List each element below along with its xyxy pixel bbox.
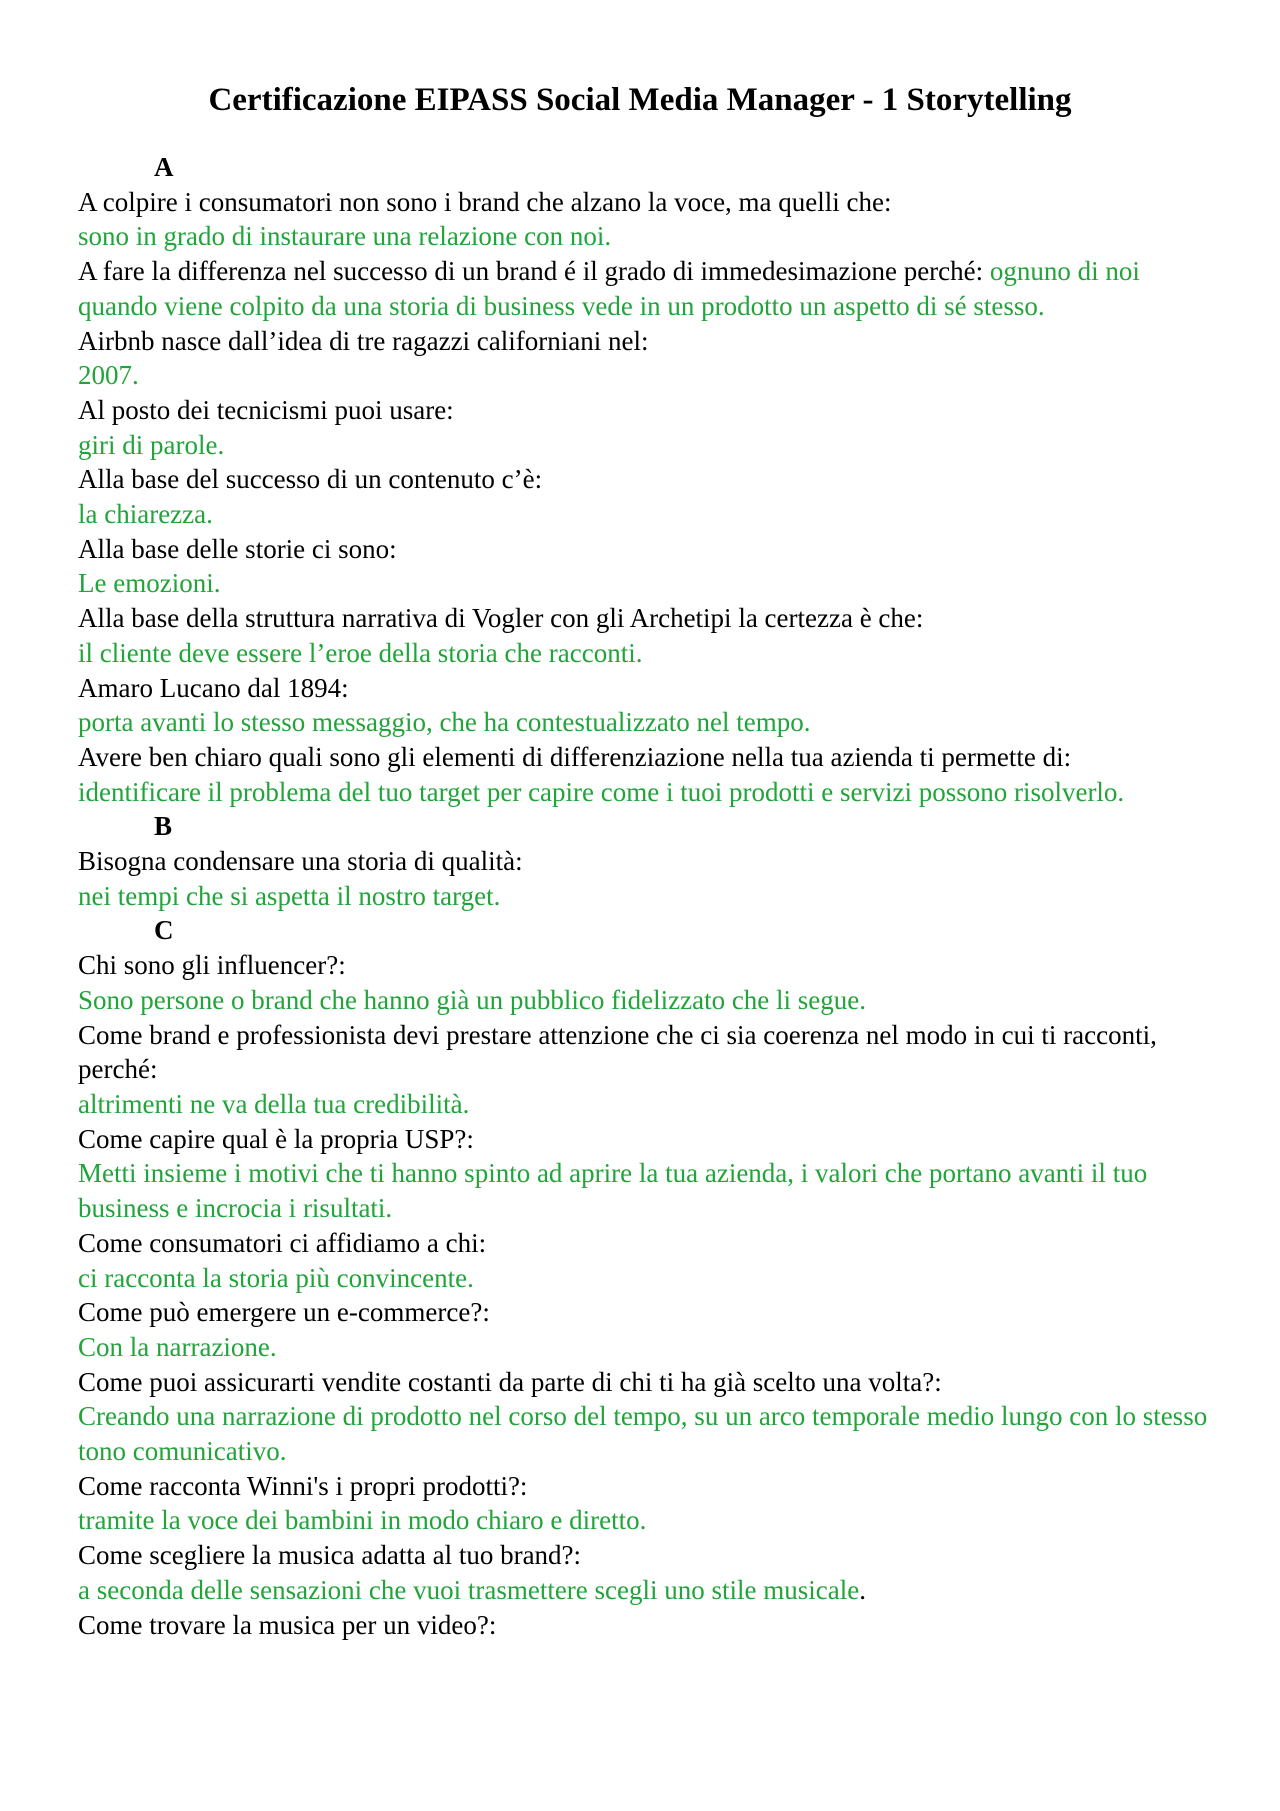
answer-body: ci racconta la storia più convincente. [78, 1262, 474, 1293]
answer-text [78, 983, 1208, 1018]
question-text: Al posto dei tecnicismi puoi usare: [78, 394, 454, 425]
qa-entry [78, 1018, 1208, 1122]
qa-entry [78, 1365, 1208, 1469]
question-text: Chi sono gli influencer?: [78, 950, 346, 981]
qa-entry [78, 532, 1208, 601]
question-text: Come puoi assicurarti vendite costanti da parte di chi ti ha già scelto una volta?: [78, 1366, 942, 1397]
question-text: A fare la differenza nel successo di un brand é il grado di immedesimazione perché: [78, 256, 984, 287]
section-letter-a: A [154, 152, 174, 182]
answer-body: Sono persone o brand che hanno già un pubblico fidelizzato che li segue. [78, 984, 867, 1015]
question-text: Come racconta Winni's i propri prodotti?: [78, 1470, 528, 1501]
qa-entry [78, 1538, 1208, 1607]
qa-entry [78, 254, 1208, 323]
question-text: Come capire qual è la propria USP?: [78, 1123, 474, 1154]
qa-entry [78, 1226, 1208, 1295]
question-text: A colpire i consumatori non sono i brand che alzano la voce, ma quelli che: [78, 186, 892, 217]
answer-body: giri di parole. [78, 429, 225, 460]
answer-text [78, 1573, 1208, 1608]
answer-text [78, 1503, 1208, 1538]
qa-entry [78, 1122, 1208, 1226]
qa-entry [78, 1469, 1208, 1538]
question-text: Come brand e professionista devi prestare attenzione che ci sia coerenza nel modo in cui ti racconti, perché: [78, 1019, 1157, 1085]
qa-entry [78, 844, 1208, 913]
answer-text [78, 358, 1208, 393]
question-text: Come trovare la musica per un video?: [78, 1609, 497, 1640]
question-with-answer [78, 254, 1208, 323]
qa-entry [78, 324, 1208, 393]
answer-body: Con la narrazione. [78, 1331, 277, 1362]
answer-text: ognuno di noi quando viene colpito da una storia di business vede in un prodotto un aspetto di sé stesso. [78, 256, 1140, 321]
answer-text [78, 428, 1208, 463]
answer-text [78, 775, 1208, 810]
qa-entry [78, 1608, 1208, 1643]
question-text: Airbnb nasce dall’idea di tre ragazzi californiani nel: [78, 325, 649, 356]
answer-text [78, 1087, 1208, 1122]
qa-entry [78, 601, 1208, 670]
answer-text [78, 705, 1208, 740]
answer-text [78, 497, 1208, 532]
answer-body: a seconda delle sensazioni che vuoi trasmettere scegli uno stile musicale [78, 1574, 860, 1605]
answer-body: nei tempi che si aspetta il nostro target. [78, 880, 501, 911]
section-letter-b: B [154, 811, 173, 842]
answer-body: altrimenti ne va della tua credibilità. [78, 1088, 470, 1119]
answer-body: la chiarezza. [78, 499, 213, 530]
answer-text [78, 1399, 1208, 1468]
question-text: Alla base delle storie ci sono: [78, 533, 397, 564]
answer-body: porta avanti lo stesso messaggio, che ha contestualizzato nel tempo. [78, 707, 811, 738]
answer-body: Creando una narrazione di prodotto nel corso del tempo, su un arco temporale medio lungo con lo stesso tono comunicativo. [78, 1401, 1208, 1467]
qa-entry [78, 185, 1208, 254]
answer-body: tramite la voce dei bambini in modo chiaro e diretto. [78, 1505, 647, 1536]
qa-entry [78, 740, 1208, 809]
answer-body: il cliente deve essere l’eroe della storia che racconti. [78, 637, 643, 668]
qa-entry [78, 671, 1208, 740]
answer-text [78, 879, 1208, 914]
question-text: Come può emergere un e-commerce?: [78, 1297, 490, 1328]
answer-text [78, 1261, 1208, 1296]
question-text: Come consumatori ci affidiamo a chi: [78, 1227, 487, 1258]
qa-entry [78, 462, 1208, 531]
answer-text [78, 636, 1208, 671]
answer-text [78, 1156, 1208, 1225]
answer-body: Metti insieme i motivi che ti hanno spinto ad aprire la tua azienda, i valori che portano avanti il tuo business e incrocia i risultati. [78, 1158, 1148, 1224]
question-text: Alla base del successo di un contenuto c’è: [78, 464, 543, 495]
question-text: Bisogna condensare una storia di qualità: [78, 846, 523, 877]
qa-content [78, 150, 1208, 1642]
question-text: Come scegliere la musica adatta al tuo brand?: [78, 1540, 582, 1571]
section-letter-c: C [154, 915, 174, 946]
answer-body: identificare il problema del tuo target per capire come i tuoi prodotti e servizi possono risolverlo. [78, 776, 1125, 807]
question-text: Amaro Lucano dal 1894: [78, 672, 349, 703]
answer-body: Le emozioni. [78, 568, 221, 599]
qa-entry [78, 948, 1208, 1017]
question-text: Alla base della struttura narrativa di Vogler con gli Archetipi la certezza è che: [78, 603, 924, 634]
answer-body: 2007. [78, 360, 139, 391]
question-text: Avere ben chiaro quali sono gli elementi di differenziazione nella tua azienda ti permette di: [78, 741, 1072, 772]
qa-entry [78, 1295, 1208, 1364]
qa-entry [78, 393, 1208, 462]
answer-text [78, 1330, 1208, 1365]
page-title: Certificazione EIPASS Social Media Manager - 1 Storytelling [208, 82, 1072, 118]
answer-trailing-punctuation: . [859, 1574, 866, 1605]
answer-text [78, 219, 1208, 254]
answer-body: sono in grado di instaurare una relazione con noi. [78, 221, 612, 252]
answer-text [78, 566, 1208, 601]
